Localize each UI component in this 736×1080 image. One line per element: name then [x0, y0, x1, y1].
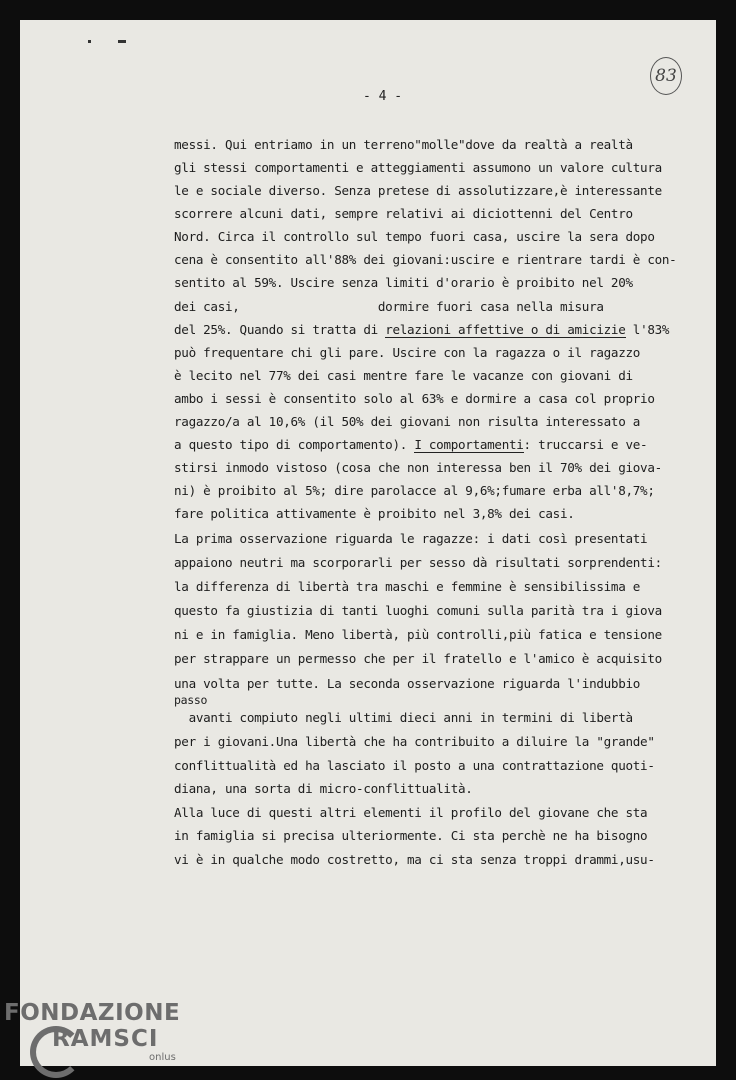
text-line: cena è consentito all'88% dei giovani:uscire e rientrare tardi è con-	[174, 252, 677, 267]
watermark-line2: RAMSCI	[52, 1026, 159, 1052]
text-line: Alla luce di questi altri elementi il profilo del giovane che sta	[174, 805, 648, 820]
text-line: diana, una sorta di micro-conflittualità.	[174, 781, 473, 796]
text-line: ragazzo/a al 10,6% (il 50% dei giovani non risulta interessato a	[174, 414, 641, 429]
text-line: per strappare un permesso che per il fratello e l'amico è acquisito	[174, 651, 662, 666]
inserted-word: passo	[174, 693, 208, 707]
text-line: le e sociale diverso. Senza pretese di assolutizzare,è interessante	[174, 183, 662, 198]
text-line: la differenza di libertà tra maschi e femmine è sensibilissima e	[174, 579, 641, 594]
text-line: stirsi inmodo vistoso (cosa che non interessa ben il 70% dei giova-	[174, 460, 662, 475]
watermark-line3: onlus	[149, 1052, 176, 1063]
text-line: scorrere alcuni dati, sempre relativi ai diciottenni del Centro	[174, 206, 633, 221]
text-line: fare politica attivamente è proibito nel 3,8% dei casi.	[174, 506, 575, 521]
text-line	[174, 322, 669, 337]
text-segment: del 25%. Quando si tratta di	[174, 322, 386, 337]
text-line: vi è in qualche modo costretto, ma ci sta senza troppi drammi,usu-	[174, 852, 655, 867]
text-line: ambo i sessi è consentito solo al 63% e dormire a casa col proprio	[174, 391, 655, 406]
underlined-phrase: relazioni affettive o di amicizie	[385, 322, 626, 337]
page-stamp: 83	[650, 57, 682, 95]
text-segment: l'83%	[625, 322, 670, 337]
text-line: sentito al 59%. Uscire senza limiti d'orario è proibito nel 20%	[174, 275, 633, 290]
text-line: conflittualità ed ha lasciato il posto a una contrattazione quoti-	[174, 758, 655, 773]
text-line: Nord. Circa il controllo sul tempo fuori casa, uscire la sera dopo	[174, 229, 655, 244]
text-line: una volta per tutte. La seconda osservazione riguarda l'indubbio	[174, 676, 641, 691]
text-segment: a questo tipo di comportamento).	[174, 437, 415, 452]
watermark-logo	[4, 1000, 194, 1080]
underlined-phrase: I comportamenti	[414, 437, 524, 452]
text-line: avanti compiuto negli ultimi dieci anni in termini di libertà	[174, 710, 633, 725]
text-line: La prima osservazione riguarda le ragazze: i dati così presentati	[174, 531, 648, 546]
text-line: per i giovani.Una libertà che ha contribuito a diluire la "grande"	[174, 734, 655, 749]
text-line: appaiono neutri ma scorporarli per sesso dà risultati sorprendenti:	[174, 555, 662, 570]
text-line	[174, 437, 647, 452]
text-line: messi. Qui entriamo in un terreno"molle"dove da realtà a realtà	[174, 137, 633, 152]
text-line: questo fa giustizia di tanti luoghi comuni sulla parità tra i giova	[174, 603, 662, 618]
text-line: dei casi, dormire fuori casa nella misura	[174, 299, 604, 314]
ink-mark	[88, 40, 128, 46]
watermark-line1: FONDAZIONE	[4, 1000, 181, 1026]
text-line: gli stessi comportamenti e atteggiamenti assumono un valore cultura	[174, 160, 662, 175]
text-line: può frequentare chi gli pare. Uscire con la ragazza o il ragazzo	[174, 345, 641, 360]
text-line: è lecito nel 77% dei casi mentre fare le vacanze con giovani di	[174, 368, 633, 383]
text-segment: : truccarsi e ve-	[523, 437, 648, 452]
text-line: ni e in famiglia. Meno libertà, più controlli,più fatica e tensione	[174, 627, 662, 642]
text-line: ni) è proibito al 5%; dire parolacce al 9,6%;fumare erba all'8,7%;	[174, 483, 655, 498]
text-line: in famiglia si precisa ulteriormente. Ci sta perchè ne ha bisogno	[174, 828, 648, 843]
page-number: - 4 -	[363, 89, 403, 104]
